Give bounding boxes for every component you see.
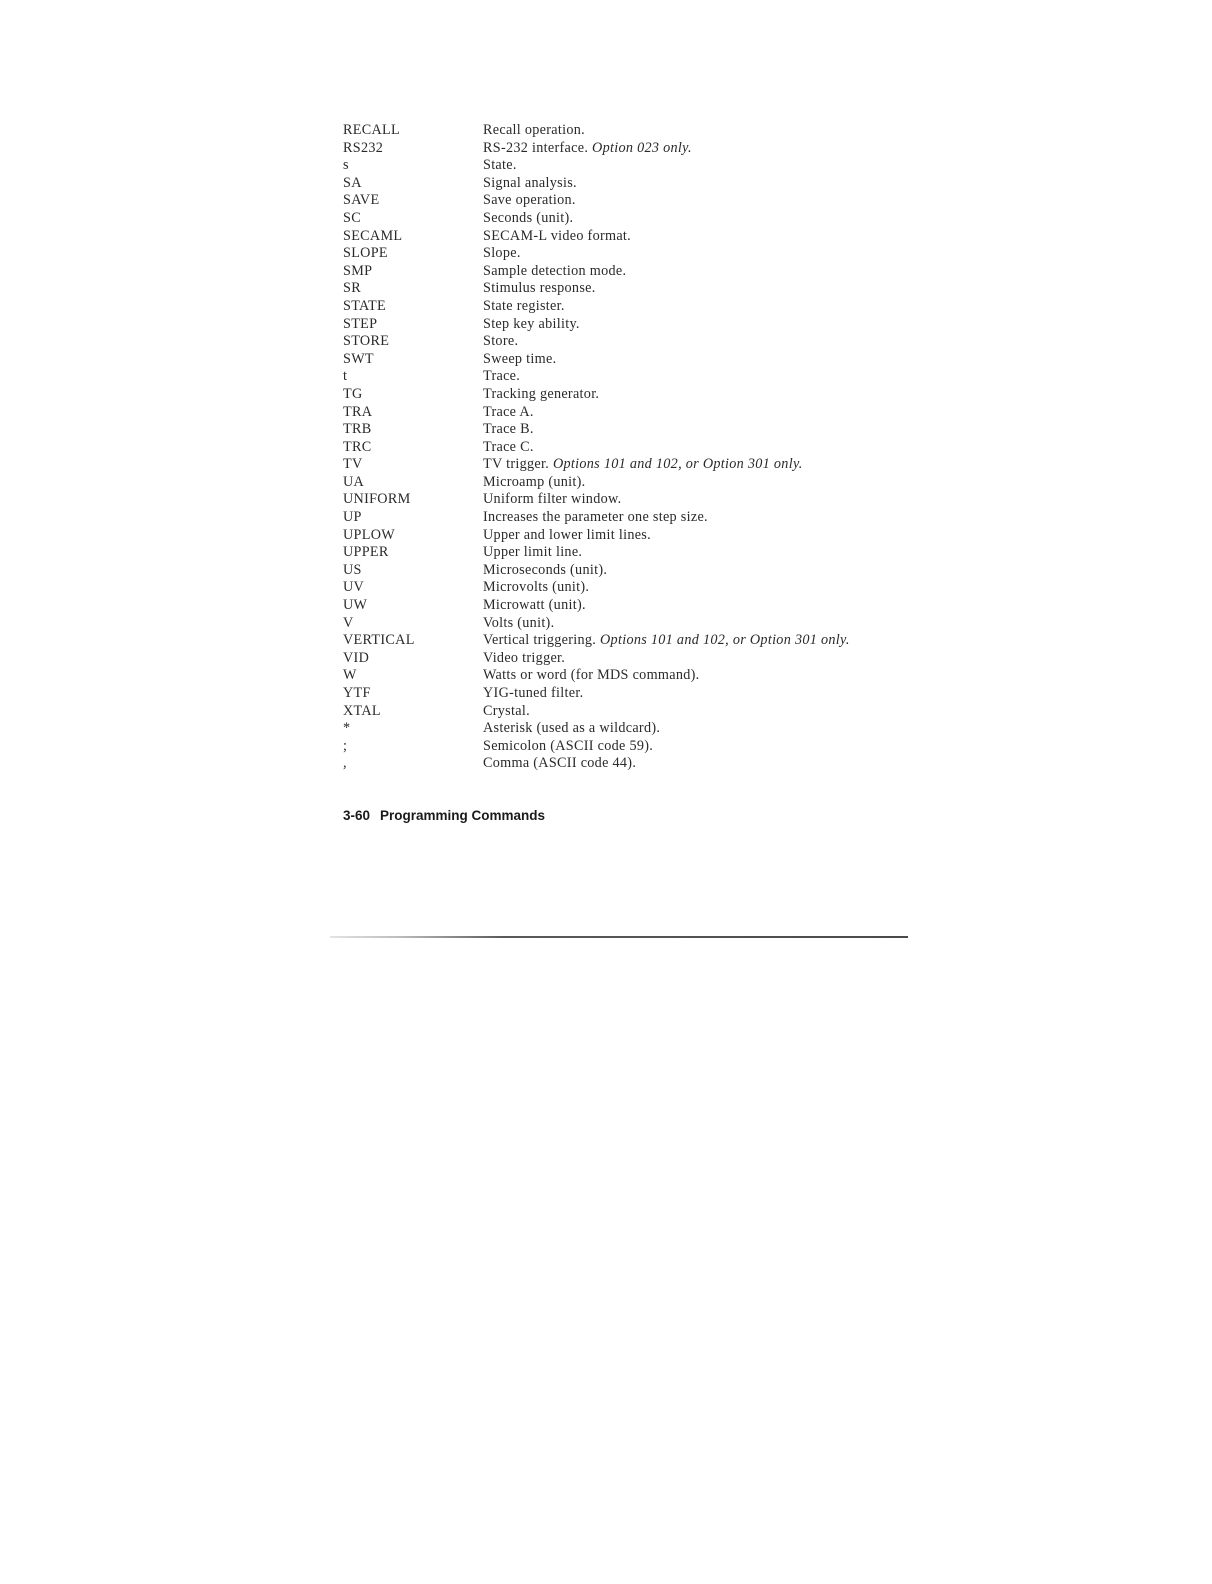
command-description	[483, 192, 883, 210]
command-description	[483, 245, 883, 263]
command-description	[483, 650, 883, 668]
command-description	[483, 544, 883, 562]
description-text: RS-232 interface.	[483, 139, 589, 156]
command-description	[483, 404, 883, 422]
glossary-row	[343, 527, 883, 545]
description-text: Crystal.	[483, 702, 530, 719]
command-description	[483, 738, 883, 756]
description-text: Save operation.	[483, 192, 576, 209]
command-description	[483, 562, 883, 580]
description-text: Stimulus response.	[483, 280, 596, 297]
glossary-table	[343, 122, 883, 773]
glossary-row	[343, 720, 883, 738]
command-description	[483, 210, 883, 228]
option-note: Options 101 and 102, or Option 301 only.	[552, 456, 803, 473]
command-term: SLOPE	[343, 245, 388, 262]
glossary-row	[343, 192, 883, 210]
command-description	[483, 456, 883, 474]
glossary-row	[343, 650, 883, 668]
command-description	[483, 333, 883, 351]
command-term: YTF	[343, 685, 371, 701]
description-text: YIG-tuned filter.	[483, 685, 584, 701]
glossary-row	[343, 298, 883, 316]
glossary-row	[343, 333, 883, 351]
command-description	[483, 421, 883, 439]
command-term: SWT	[343, 350, 374, 367]
command-description	[483, 140, 883, 158]
glossary-row	[343, 263, 883, 281]
command-description	[483, 579, 883, 597]
command-term: VERTICAL	[343, 632, 415, 649]
command-description	[483, 316, 883, 334]
glossary-row	[343, 685, 883, 703]
command-term: RECALL	[343, 122, 400, 138]
command-description	[483, 280, 883, 298]
description-text: Volts (unit).	[483, 614, 555, 631]
command-description	[483, 351, 883, 369]
glossary-row	[343, 140, 883, 158]
description-text: State register.	[483, 297, 565, 314]
description-text: Recall operation.	[483, 122, 586, 138]
command-description	[483, 439, 883, 457]
command-description	[483, 263, 883, 281]
glossary-row	[343, 280, 883, 298]
description-text: Microvolts (unit).	[483, 579, 590, 596]
glossary-row	[343, 210, 883, 228]
page-bottom-rule	[330, 936, 908, 938]
description-text: Trace C.	[483, 438, 534, 455]
glossary-row	[343, 175, 883, 193]
command-term: STATE	[343, 297, 386, 314]
command-term: STORE	[343, 333, 390, 350]
command-term: UV	[343, 579, 365, 596]
command-description	[483, 527, 883, 545]
glossary-row	[343, 474, 883, 492]
glossary-row	[343, 421, 883, 439]
command-term: W	[343, 667, 357, 684]
command-description	[483, 720, 883, 738]
command-term: SC	[343, 209, 361, 226]
glossary-row	[343, 157, 883, 175]
command-description	[483, 755, 883, 773]
command-term: TRB	[343, 421, 372, 438]
description-text: Step key ability.	[483, 315, 580, 332]
command-term: TRC	[343, 438, 372, 455]
command-description	[483, 157, 883, 175]
command-term: ,	[343, 755, 347, 772]
description-text: Signal analysis.	[483, 174, 577, 191]
glossary-row	[343, 386, 883, 404]
command-term: SR	[343, 280, 361, 297]
glossary-row	[343, 738, 883, 756]
command-description	[483, 368, 883, 386]
command-term: SECAML	[343, 227, 403, 244]
command-term: UW	[343, 597, 368, 614]
description-text: TV trigger.	[483, 456, 550, 473]
command-term: SA	[343, 174, 362, 191]
command-term: STEP	[343, 315, 378, 332]
description-text: Vertical triggering.	[483, 632, 597, 649]
command-description	[483, 509, 883, 527]
description-text: Asterisk (used as a wildcard).	[483, 720, 661, 737]
command-term: ;	[343, 737, 348, 754]
description-text: Increases the parameter one step size.	[483, 509, 708, 526]
description-text: Semicolon (ASCII code 59).	[483, 737, 654, 754]
command-description	[483, 632, 883, 650]
command-term: UP	[343, 509, 362, 526]
description-text: SECAM-L video format.	[483, 227, 632, 244]
description-text: Tracking generator.	[483, 385, 600, 402]
command-description	[483, 298, 883, 316]
description-text: Trace.	[483, 368, 521, 385]
command-term: XTAL	[343, 702, 381, 719]
description-text: Seconds (unit).	[483, 209, 574, 226]
glossary-row	[343, 228, 883, 246]
glossary-row	[343, 351, 883, 369]
command-description	[483, 703, 883, 721]
command-term: t	[343, 368, 348, 385]
command-description	[483, 228, 883, 246]
description-text: Upper limit line.	[483, 544, 583, 561]
description-text: Sample detection mode.	[483, 262, 627, 279]
glossary-row	[343, 509, 883, 527]
command-description	[483, 474, 883, 492]
description-text: Trace B.	[483, 421, 534, 438]
glossary-row	[343, 245, 883, 263]
command-term: *	[343, 720, 351, 737]
description-text: Microseconds (unit).	[483, 561, 608, 578]
glossary-row	[343, 755, 883, 773]
glossary-row	[343, 597, 883, 615]
description-text: Comma (ASCII code 44).	[483, 755, 637, 772]
glossary-row	[343, 544, 883, 562]
glossary-row	[343, 632, 883, 650]
description-text: Slope.	[483, 245, 521, 262]
command-term: UA	[343, 473, 365, 490]
command-term: TG	[343, 385, 363, 402]
command-term: TV	[343, 456, 363, 473]
glossary-row	[343, 562, 883, 580]
command-description	[483, 491, 883, 509]
description-text: Uniform filter window.	[483, 491, 622, 508]
command-term: V	[343, 614, 354, 631]
option-note: Option 023 only.	[592, 139, 692, 156]
description-text: Sweep time.	[483, 350, 557, 367]
command-term: RS232	[343, 139, 384, 156]
command-description	[483, 597, 883, 615]
glossary-row	[343, 703, 883, 721]
glossary-row	[343, 615, 883, 633]
page-footer	[343, 808, 545, 823]
description-text: Microwatt (unit).	[483, 597, 586, 614]
command-description	[483, 122, 883, 140]
command-term: UNIFORM	[343, 491, 411, 508]
description-text: State.	[483, 157, 517, 174]
description-text: Upper and lower limit lines.	[483, 526, 651, 543]
glossary-row	[343, 404, 883, 422]
glossary-row	[343, 667, 883, 685]
glossary-row	[343, 491, 883, 509]
command-description	[483, 667, 883, 685]
description-text: Store.	[483, 333, 519, 350]
description-text: Trace A.	[483, 403, 534, 420]
command-description	[483, 386, 883, 404]
command-term: UPPER	[343, 544, 389, 561]
command-term: SAVE	[343, 192, 380, 209]
description-text: Microamp (unit).	[483, 473, 586, 490]
command-term: UPLOW	[343, 526, 395, 543]
glossary-row	[343, 122, 883, 140]
command-term: s	[343, 157, 349, 174]
description-text: Watts or word (for MDS command).	[483, 667, 700, 684]
command-term: VID	[343, 649, 370, 666]
command-term: SMP	[343, 262, 373, 279]
page-number: 3-60	[343, 808, 371, 823]
description-text: Video trigger.	[483, 649, 566, 666]
command-description	[483, 685, 883, 703]
glossary-row	[343, 316, 883, 334]
section-title: Programming Commands	[380, 808, 546, 823]
glossary-row	[343, 439, 883, 457]
command-description	[483, 615, 883, 633]
glossary-row	[343, 456, 883, 474]
glossary-row	[343, 579, 883, 597]
option-note: Options 101 and 102, or Option 301 only.	[600, 632, 850, 649]
command-term: TRA	[343, 403, 373, 420]
command-term: US	[343, 561, 362, 578]
command-description	[483, 175, 883, 193]
glossary-row	[343, 368, 883, 386]
